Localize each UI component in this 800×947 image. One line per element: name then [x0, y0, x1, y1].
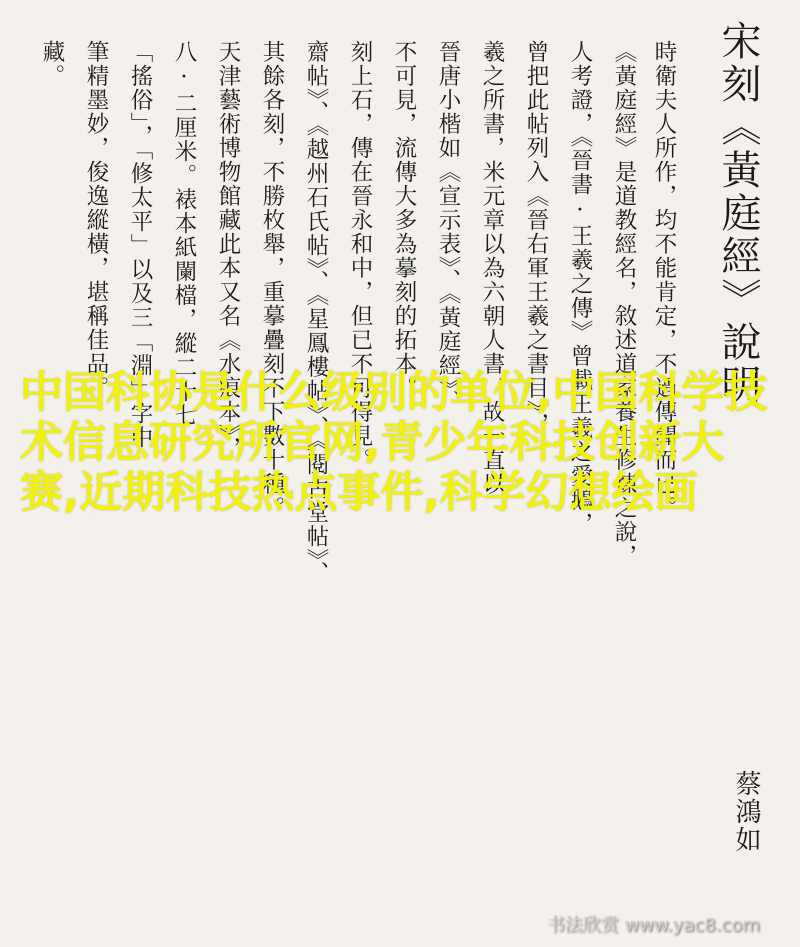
text-column: 齋帖》、《越州石氏帖》、《星鳳樓帖》、《閱古堂帖》、	[303, 40, 329, 586]
text-column: 天津藝術博物館藏此本又名《水痕本》，	[215, 40, 241, 461]
overlay-caption: 中国科协是什么级别的单位,中国科学技术信息研究所官网,青少年科技创新大赛,近期科技热点事件,科学幻想绘画	[20, 368, 768, 518]
text-column: 「搖俗」，「修太平」以及三「淵」字中	[127, 40, 153, 450]
text-column: 八·二厘米。裱本紙闌檔，縱二十七·	[171, 40, 197, 455]
text-column: 時衛夫人所作，均不能肯定，不過傳聞而已。	[651, 40, 677, 520]
author-name: 蔡鴻如	[731, 770, 761, 854]
text-column: 羲之所書，米元章以為六朝人書，故一直以	[479, 40, 505, 496]
text-column: 曾把此帖列入《晉右軍王羲之書目》，	[523, 40, 549, 437]
text-column: 不可見，流傳大多為摹刻的拓本。	[391, 40, 417, 400]
text-column: 筆精墨妙，俊逸縱橫，堪稱佳品。	[83, 40, 109, 400]
text-column: 藏。	[39, 40, 65, 88]
text-column: 其餘各刻，不勝枚舉，重摹疊刻不下數十種。	[259, 40, 285, 520]
site-watermark: 书法欣赏 www.yac8.com	[546, 915, 760, 936]
text-column: 刻上石，傳在晉永和中，但已不可得見。	[347, 40, 373, 472]
text-column: 《黃庭經》是道教經名，敘述道家養生修煉之說，	[611, 40, 637, 568]
text-column: 人考證，《晉書·王羲之傳》曾載王羲之愛鵝，	[567, 40, 593, 537]
page-title: 宋刻《黃庭經》說明	[715, 20, 761, 407]
text-column: 晉唐小楷如《宣示表》、《黃庭經》、	[435, 40, 461, 415]
